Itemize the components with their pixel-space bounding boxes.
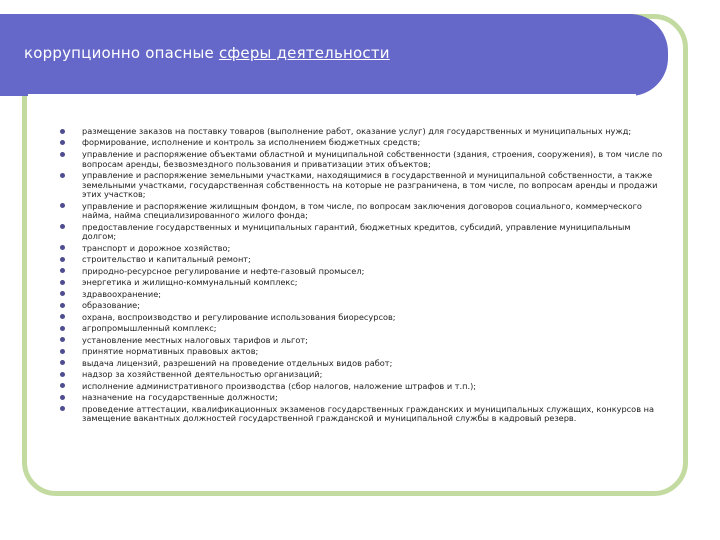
bullet-icon — [60, 372, 65, 377]
list-item-text: природно-ресурсное регулирование и нефте-газовый промысел; — [82, 265, 365, 276]
title-prefix: коррупционно опасные — [24, 44, 219, 62]
slide-title — [24, 44, 390, 62]
bullet-icon — [60, 349, 65, 354]
list-item-text: размещение заказов на поставку товаров (выполнение работ, оказание услуг) для государственных и муниципальных нужд; — [82, 126, 632, 136]
list-item-text: исполнение административного производства (сбор налогов, наложение штрафов и т.п.); — [82, 380, 477, 391]
list-item — [60, 393, 665, 403]
list-item — [60, 336, 665, 346]
list-item-text: управление и распоряжение жилищным фондом, в том числе, по вопросам заключения договоров социального, коммерческого найма, найма специализированного жилого фонда; — [82, 200, 642, 221]
list-item-text: охрана, воспроизводство и регулирование использования биоресурсов; — [82, 311, 396, 322]
list-item — [60, 171, 665, 200]
list-item-text: надзор за хозяйственной деятельностью организаций; — [82, 369, 323, 380]
list-item — [60, 370, 665, 380]
bullet-icon — [60, 314, 65, 319]
list-item — [60, 150, 665, 169]
list-item — [60, 223, 665, 242]
list-item — [60, 138, 665, 148]
bullet-icon — [60, 129, 65, 134]
bullet-icon — [60, 173, 65, 178]
list-item — [60, 244, 665, 254]
bullet-icon — [60, 395, 65, 400]
list-item-text: предоставление государственных и муниципальных гарантий, бюджетных кредитов, субсидий, управление муниципальным долгом; — [82, 221, 631, 242]
bullet-icon — [60, 383, 65, 388]
list-item — [60, 290, 665, 300]
list-item-text: проведение аттестации, квалификационных экзаменов государственных гражданских и муниципальных служащих, конкурсов на замещение вакантных должностей государственной гражданской и муниципальной службы в кадровый резерв. — [82, 403, 654, 424]
bullet-list — [60, 127, 665, 426]
list-item-text: энергетика и жилищно-коммунальный комплекс; — [82, 277, 298, 288]
title-divider — [28, 94, 636, 96]
list-item-text: строительство и капитальный ремонт; — [82, 254, 251, 265]
list-item — [60, 359, 665, 369]
list-item-text: агропромышленный комплекс; — [82, 323, 217, 334]
bullet-icon — [60, 140, 65, 145]
list-item — [60, 324, 665, 334]
list-item — [60, 202, 665, 221]
list-item-text: установление местных налоговых тарифов и льгот; — [82, 334, 308, 345]
list-item-text: формирование, исполнение и контроль за исполнением бюджетных средств; — [82, 137, 421, 148]
bullet-icon — [60, 280, 65, 285]
bullet-icon — [60, 360, 65, 365]
bullet-icon — [60, 337, 65, 342]
bullet-icon — [60, 257, 65, 262]
bullet-icon — [60, 326, 65, 331]
list-item-text: выдача лицензий, разрешений на проведение отдельных видов работ; — [82, 357, 393, 368]
list-item — [60, 382, 665, 392]
list-item-text: управление и распоряжение земельными участками, находящимися в государственной и муниципальной собственности, а также земельными участками, государственная собственность на которые не разграничена, в том числе, по вопросам аренды и продажи этих участков; — [82, 170, 658, 200]
bullet-icon — [60, 224, 65, 229]
bullet-icon — [60, 291, 65, 296]
list-item-text: здравоохранение; — [82, 288, 161, 299]
list-item-text: назначение на государственные должности; — [82, 392, 278, 403]
bullet-icon — [60, 245, 65, 250]
list-item — [60, 301, 665, 311]
bullet-icon — [60, 303, 65, 308]
list-item — [60, 267, 665, 277]
list-item — [60, 405, 665, 424]
list-item — [60, 347, 665, 357]
list-item-text: принятие нормативных правовых актов; — [82, 346, 259, 357]
list-item-text: транспорт и дорожное хозяйство; — [82, 242, 231, 253]
list-item — [60, 127, 665, 137]
bullet-icon — [60, 406, 65, 411]
title-underlined-link[interactable]: сферы деятельности — [218, 44, 390, 62]
list-item — [60, 313, 665, 323]
list-item — [60, 278, 665, 288]
list-item — [60, 255, 665, 265]
list-item-text: управление и распоряжение объектами областной и муниципальной собственности (здания, строения, сооружения), в том числе по вопросам аренды, безвозмездного пользования и приватизации этих объектов; — [82, 148, 663, 169]
list-item-text: образование; — [82, 300, 140, 311]
bullet-icon — [60, 152, 65, 157]
bullet-icon — [60, 203, 65, 208]
bullet-icon — [60, 268, 65, 273]
